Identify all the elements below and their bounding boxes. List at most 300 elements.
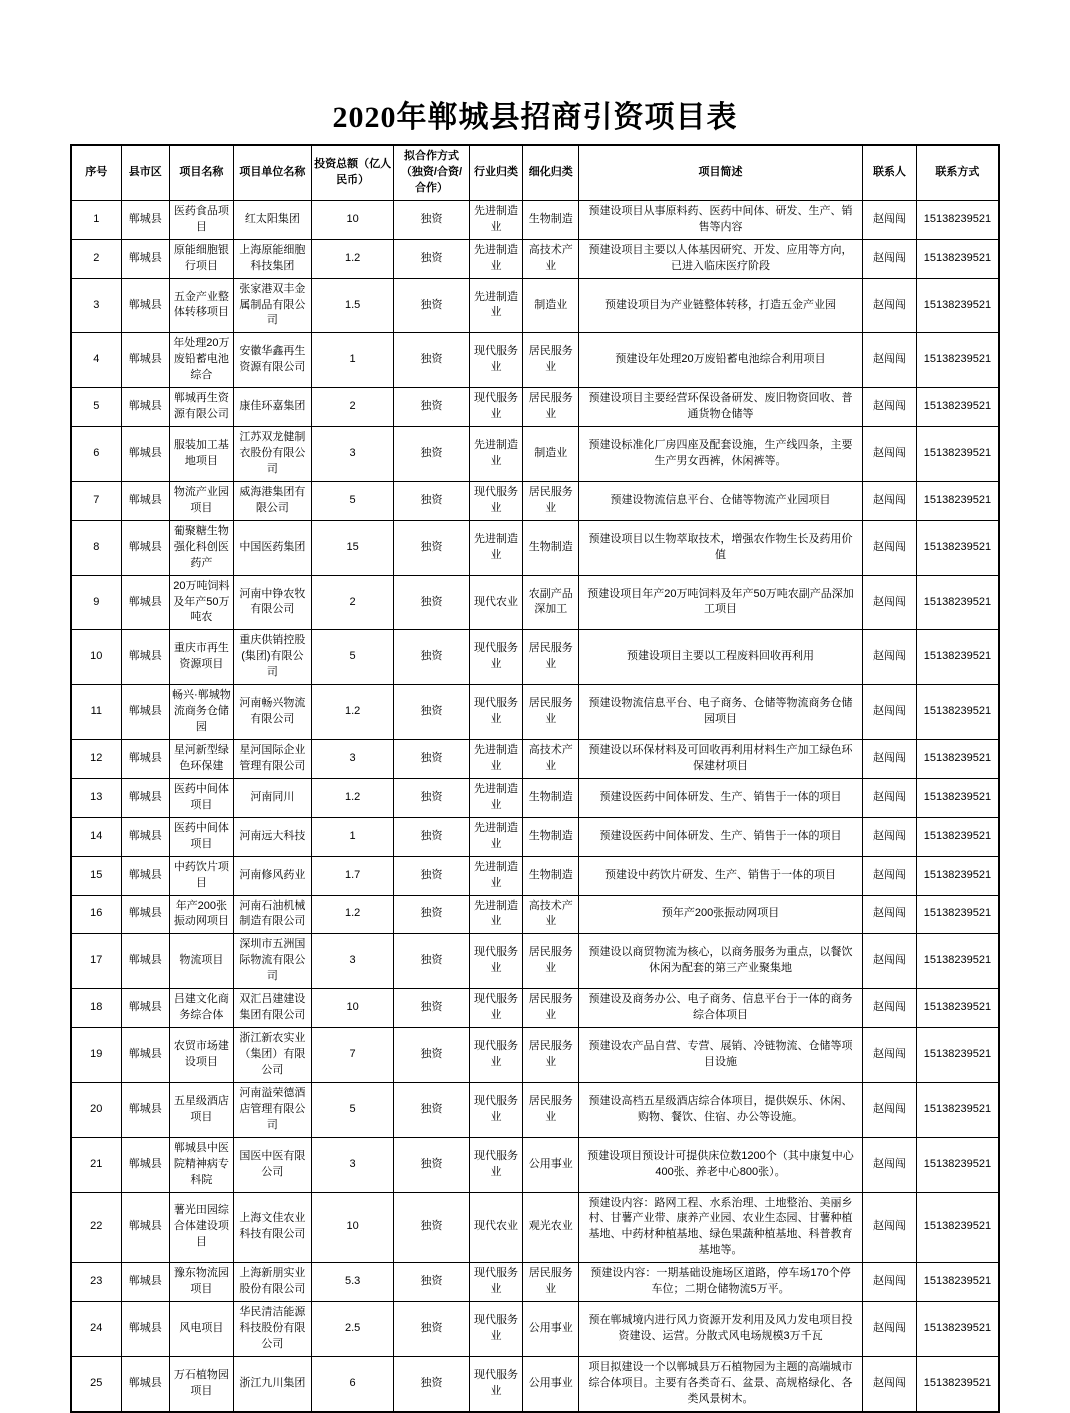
table-row bbox=[71, 630, 999, 685]
cell-industry-category: 先进制造业 bbox=[469, 895, 523, 934]
table-row bbox=[71, 1302, 999, 1357]
cell-description: 预建设项目为产业链整体转移，打造五金产业园 bbox=[579, 278, 863, 333]
cell-description: 预建设医药中间体研发、生产、销售于一体的项目 bbox=[579, 817, 863, 856]
cell-company: 河南溢荣德酒店管理有限公司 bbox=[233, 1082, 311, 1137]
column-header-industry-category: 行业归类 bbox=[469, 145, 523, 200]
cell-description: 预建设项目年产20万吨饲料及年产50万吨农副产品深加工项目 bbox=[579, 575, 863, 630]
cell-investment: 1 bbox=[311, 333, 394, 388]
cell-description: 预建设中药饮片研发、生产、销售于一体的项目 bbox=[579, 856, 863, 895]
cell-sub-category: 居民服务业 bbox=[523, 685, 579, 740]
cell-index: 7 bbox=[71, 481, 121, 520]
cell-industry-category: 现代服务业 bbox=[469, 989, 523, 1028]
cell-industry-category: 先进制造业 bbox=[469, 200, 523, 239]
cell-phone: 15138239521 bbox=[916, 427, 999, 482]
cell-sub-category: 居民服务业 bbox=[523, 333, 579, 388]
cell-index: 22 bbox=[71, 1192, 121, 1263]
cell-investment: 10 bbox=[311, 989, 394, 1028]
cell-description: 预建设物流信息平台、电子商务、仓储等物流商务仓储园项目 bbox=[579, 685, 863, 740]
table-row bbox=[71, 481, 999, 520]
table-header-row bbox=[71, 145, 999, 200]
column-header-project-name: 项目名称 bbox=[169, 145, 233, 200]
column-header-index: 序号 bbox=[71, 145, 121, 200]
cell-description: 预建设项目主要以工程废料回收再利用 bbox=[579, 630, 863, 685]
table-row bbox=[71, 1082, 999, 1137]
cell-phone: 15138239521 bbox=[916, 200, 999, 239]
cell-sub-category: 公用事业 bbox=[523, 1137, 579, 1192]
cell-county: 郸城县 bbox=[121, 817, 169, 856]
cell-industry-category: 现代服务业 bbox=[469, 1263, 523, 1302]
cell-phone: 15138239521 bbox=[916, 1028, 999, 1083]
table-row bbox=[71, 520, 999, 575]
cell-project-name: 万石植物园项目 bbox=[169, 1356, 233, 1411]
cell-investment: 5 bbox=[311, 481, 394, 520]
cell-project-name: 农贸市场建设项目 bbox=[169, 1028, 233, 1083]
table-row bbox=[71, 388, 999, 427]
cell-county: 郸城县 bbox=[121, 200, 169, 239]
table-row bbox=[71, 1263, 999, 1302]
cell-project-name: 原能细胞银行项目 bbox=[169, 239, 233, 278]
cell-investment: 6 bbox=[311, 1356, 394, 1411]
cell-sub-category: 居民服务业 bbox=[523, 388, 579, 427]
cell-investment: 1.2 bbox=[311, 239, 394, 278]
cell-index: 17 bbox=[71, 934, 121, 989]
cell-contact-person: 赵闯闯 bbox=[863, 1192, 917, 1263]
cell-investment: 2 bbox=[311, 388, 394, 427]
cell-contact-person: 赵闯闯 bbox=[863, 934, 917, 989]
cell-company: 星河国际企业管理有限公司 bbox=[233, 740, 311, 779]
cell-phone: 15138239521 bbox=[916, 1356, 999, 1411]
cell-project-name: 年产200张振动网项目 bbox=[169, 895, 233, 934]
cell-description: 预建设项目以生物萃取技术，增强农作物生长及药用价值 bbox=[579, 520, 863, 575]
cell-company: 康佳环嘉集团 bbox=[233, 388, 311, 427]
cell-company: 江苏双龙健制衣股份有限公司 bbox=[233, 427, 311, 482]
cell-industry-category: 现代服务业 bbox=[469, 934, 523, 989]
table-row bbox=[71, 1192, 999, 1263]
cell-investment: 5.3 bbox=[311, 1263, 394, 1302]
cell-investment: 10 bbox=[311, 200, 394, 239]
cell-county: 郸城县 bbox=[121, 1192, 169, 1263]
cell-index: 9 bbox=[71, 575, 121, 630]
cell-project-name: 五星级酒店项目 bbox=[169, 1082, 233, 1137]
cell-company: 河南远大科技 bbox=[233, 817, 311, 856]
cell-contact-person: 赵闯闯 bbox=[863, 520, 917, 575]
cell-sub-category: 制造业 bbox=[523, 427, 579, 482]
cell-contact-person: 赵闯闯 bbox=[863, 778, 917, 817]
cell-phone: 15138239521 bbox=[916, 1192, 999, 1263]
cell-investment: 1.5 bbox=[311, 278, 394, 333]
cell-index: 4 bbox=[71, 333, 121, 388]
cell-county: 郸城县 bbox=[121, 1302, 169, 1357]
cell-description: 预建设项目主要以人体基因研究、开发、应用等方向，已进入临床医疗阶段 bbox=[579, 239, 863, 278]
cell-contact-person: 赵闯闯 bbox=[863, 1082, 917, 1137]
cell-cooperation-mode: 独资 bbox=[394, 481, 469, 520]
cell-contact-person: 赵闯闯 bbox=[863, 200, 917, 239]
cell-company: 深圳市五洲国际物流有限公司 bbox=[233, 934, 311, 989]
cell-phone: 15138239521 bbox=[916, 1082, 999, 1137]
table-row bbox=[71, 934, 999, 989]
cell-phone: 15138239521 bbox=[916, 989, 999, 1028]
cell-contact-person: 赵闯闯 bbox=[863, 575, 917, 630]
table-row bbox=[71, 895, 999, 934]
cell-index: 23 bbox=[71, 1263, 121, 1302]
cell-industry-category: 先进制造业 bbox=[469, 278, 523, 333]
cell-contact-person: 赵闯闯 bbox=[863, 989, 917, 1028]
cell-cooperation-mode: 独资 bbox=[394, 934, 469, 989]
cell-project-name: 物流产业园项目 bbox=[169, 481, 233, 520]
cell-phone: 15138239521 bbox=[916, 934, 999, 989]
cell-sub-category: 生物制造 bbox=[523, 520, 579, 575]
cell-company: 河南同川 bbox=[233, 778, 311, 817]
table-row bbox=[71, 989, 999, 1028]
cell-industry-category: 现代服务业 bbox=[469, 388, 523, 427]
cell-project-name: 五金产业整体转移项目 bbox=[169, 278, 233, 333]
cell-county: 郸城县 bbox=[121, 685, 169, 740]
column-header-sub-category: 细化归类 bbox=[523, 145, 579, 200]
table-row bbox=[71, 200, 999, 239]
cell-phone: 15138239521 bbox=[916, 856, 999, 895]
cell-county: 郸城县 bbox=[121, 934, 169, 989]
cell-description: 预建设医药中间体研发、生产、销售于一体的项目 bbox=[579, 778, 863, 817]
cell-phone: 15138239521 bbox=[916, 1263, 999, 1302]
cell-contact-person: 赵闯闯 bbox=[863, 1028, 917, 1083]
cell-sub-category: 高技术产业 bbox=[523, 239, 579, 278]
cell-industry-category: 现代服务业 bbox=[469, 1028, 523, 1083]
cell-project-name: 吕建文化商务综合体 bbox=[169, 989, 233, 1028]
cell-company: 张家港双丰金属制品有限公司 bbox=[233, 278, 311, 333]
cell-contact-person: 赵闯闯 bbox=[863, 740, 917, 779]
cell-cooperation-mode: 独资 bbox=[394, 685, 469, 740]
cell-project-name: 物流项目 bbox=[169, 934, 233, 989]
cell-county: 郸城县 bbox=[121, 575, 169, 630]
cell-county: 郸城县 bbox=[121, 989, 169, 1028]
cell-company: 上海新朋实业股份有限公司 bbox=[233, 1263, 311, 1302]
cell-company: 国医中医有限公司 bbox=[233, 1137, 311, 1192]
cell-cooperation-mode: 独资 bbox=[394, 575, 469, 630]
column-header-phone: 联系方式 bbox=[916, 145, 999, 200]
cell-contact-person: 赵闯闯 bbox=[863, 481, 917, 520]
cell-investment: 10 bbox=[311, 1192, 394, 1263]
cell-company: 河南中铮农牧有限公司 bbox=[233, 575, 311, 630]
table-row bbox=[71, 575, 999, 630]
cell-project-name: 20万吨饲料及年产50万吨农 bbox=[169, 575, 233, 630]
cell-phone: 15138239521 bbox=[916, 333, 999, 388]
cell-project-name: 年处理20万废铅蓄电池综合 bbox=[169, 333, 233, 388]
cell-sub-category: 公用事业 bbox=[523, 1356, 579, 1411]
cell-industry-category: 现代服务业 bbox=[469, 1302, 523, 1357]
cell-county: 郸城县 bbox=[121, 856, 169, 895]
cell-cooperation-mode: 独资 bbox=[394, 989, 469, 1028]
cell-index: 15 bbox=[71, 856, 121, 895]
cell-index: 18 bbox=[71, 989, 121, 1028]
cell-investment: 2.5 bbox=[311, 1302, 394, 1357]
cell-sub-category: 居民服务业 bbox=[523, 934, 579, 989]
cell-contact-person: 赵闯闯 bbox=[863, 895, 917, 934]
cell-investment: 3 bbox=[311, 427, 394, 482]
cell-project-name: 豫东物流园项目 bbox=[169, 1263, 233, 1302]
cell-sub-category: 生物制造 bbox=[523, 200, 579, 239]
cell-index: 2 bbox=[71, 239, 121, 278]
cell-description: 预建设内容：一期基础设施场区道路，停车场170个停车位；二期仓储物流5万平。 bbox=[579, 1263, 863, 1302]
cell-company: 河南石油机械制造有限公司 bbox=[233, 895, 311, 934]
cell-cooperation-mode: 独资 bbox=[394, 239, 469, 278]
cell-company: 华民清洁能源科技股份有限公司 bbox=[233, 1302, 311, 1357]
cell-cooperation-mode: 独资 bbox=[394, 740, 469, 779]
table-row bbox=[71, 856, 999, 895]
cell-cooperation-mode: 独资 bbox=[394, 778, 469, 817]
cell-cooperation-mode: 独资 bbox=[394, 200, 469, 239]
cell-investment: 1.2 bbox=[311, 778, 394, 817]
cell-index: 25 bbox=[71, 1356, 121, 1411]
cell-project-name: 畅兴·郸城物流商务仓储园 bbox=[169, 685, 233, 740]
cell-cooperation-mode: 独资 bbox=[394, 1137, 469, 1192]
cell-company: 威海港集团有限公司 bbox=[233, 481, 311, 520]
cell-project-name: 薯光田园综合体建设项目 bbox=[169, 1192, 233, 1263]
cell-company: 重庆供销控股(集团)有限公司 bbox=[233, 630, 311, 685]
cell-county: 郸城县 bbox=[121, 1356, 169, 1411]
cell-description: 预建设内容：路网工程、水系治理、土地整治、美丽乡村、甘薯产业带、康养产业园、农业生态园、甘薯种植基地、中药材种植基地、绿色果蔬种植基地、科普教育基地等。 bbox=[579, 1192, 863, 1263]
table-row bbox=[71, 817, 999, 856]
cell-phone: 15138239521 bbox=[916, 575, 999, 630]
cell-cooperation-mode: 独资 bbox=[394, 895, 469, 934]
cell-company: 上海原能细胞科技集团 bbox=[233, 239, 311, 278]
cell-investment: 1 bbox=[311, 817, 394, 856]
cell-industry-category: 现代服务业 bbox=[469, 1356, 523, 1411]
cell-project-name: 医药中间体项目 bbox=[169, 817, 233, 856]
cell-sub-category: 居民服务业 bbox=[523, 1028, 579, 1083]
cell-contact-person: 赵闯闯 bbox=[863, 817, 917, 856]
cell-cooperation-mode: 独资 bbox=[394, 333, 469, 388]
cell-phone: 15138239521 bbox=[916, 740, 999, 779]
cell-index: 5 bbox=[71, 388, 121, 427]
cell-index: 3 bbox=[71, 278, 121, 333]
cell-industry-category: 现代服务业 bbox=[469, 333, 523, 388]
cell-contact-person: 赵闯闯 bbox=[863, 427, 917, 482]
cell-sub-category: 生物制造 bbox=[523, 856, 579, 895]
cell-company: 中国医药集团 bbox=[233, 520, 311, 575]
cell-county: 郸城县 bbox=[121, 520, 169, 575]
cell-sub-category: 生物制造 bbox=[523, 778, 579, 817]
column-header-description: 项目简述 bbox=[579, 145, 863, 200]
cell-industry-category: 现代农业 bbox=[469, 1192, 523, 1263]
cell-sub-category: 公用事业 bbox=[523, 1302, 579, 1357]
cell-phone: 15138239521 bbox=[916, 630, 999, 685]
cell-county: 郸城县 bbox=[121, 481, 169, 520]
column-header-investment: 投资总额（亿人民币） bbox=[311, 145, 394, 200]
cell-county: 郸城县 bbox=[121, 740, 169, 779]
cell-company: 红太阳集团 bbox=[233, 200, 311, 239]
cell-phone: 15138239521 bbox=[916, 520, 999, 575]
cell-industry-category: 现代服务业 bbox=[469, 481, 523, 520]
cell-contact-person: 赵闯闯 bbox=[863, 1356, 917, 1411]
cell-phone: 15138239521 bbox=[916, 481, 999, 520]
cell-cooperation-mode: 独资 bbox=[394, 388, 469, 427]
investment-projects-table bbox=[70, 144, 1000, 1413]
cell-investment: 2 bbox=[311, 575, 394, 630]
cell-contact-person: 赵闯闯 bbox=[863, 630, 917, 685]
cell-description: 预建设农产品自营、专营、展销、冷链物流、仓储等项目设施 bbox=[579, 1028, 863, 1083]
table-row bbox=[71, 1356, 999, 1411]
table-row bbox=[71, 778, 999, 817]
cell-phone: 15138239521 bbox=[916, 278, 999, 333]
cell-index: 16 bbox=[71, 895, 121, 934]
cell-industry-category: 先进制造业 bbox=[469, 520, 523, 575]
table-row bbox=[71, 685, 999, 740]
cell-project-name: 中药饮片项目 bbox=[169, 856, 233, 895]
cell-county: 郸城县 bbox=[121, 1263, 169, 1302]
cell-contact-person: 赵闯闯 bbox=[863, 1263, 917, 1302]
cell-county: 郸城县 bbox=[121, 278, 169, 333]
cell-project-name: 郸城再生资源有限公司 bbox=[169, 388, 233, 427]
cell-industry-category: 现代服务业 bbox=[469, 685, 523, 740]
table-row bbox=[71, 333, 999, 388]
cell-county: 郸城县 bbox=[121, 388, 169, 427]
cell-cooperation-mode: 独资 bbox=[394, 520, 469, 575]
cell-project-name: 葡聚糖生物强化科创医药产 bbox=[169, 520, 233, 575]
cell-description: 预建设及商务办公、电子商务、信息平台于一体的商务综合体项目 bbox=[579, 989, 863, 1028]
cell-phone: 15138239521 bbox=[916, 817, 999, 856]
cell-county: 郸城县 bbox=[121, 1028, 169, 1083]
table-body bbox=[71, 200, 999, 1411]
column-header-company: 项目单位名称 bbox=[233, 145, 311, 200]
cell-industry-category: 先进制造业 bbox=[469, 817, 523, 856]
cell-index: 19 bbox=[71, 1028, 121, 1083]
cell-description: 预建设以商贸物流为核心，以商务服务为重点，以餐饮休闲为配套的第三产业聚集地 bbox=[579, 934, 863, 989]
cell-company: 双汇吕建建设集团有限公司 bbox=[233, 989, 311, 1028]
cell-sub-category: 观光农业 bbox=[523, 1192, 579, 1263]
cell-index: 8 bbox=[71, 520, 121, 575]
cell-industry-category: 现代农业 bbox=[469, 575, 523, 630]
cell-phone: 15138239521 bbox=[916, 1137, 999, 1192]
cell-cooperation-mode: 独资 bbox=[394, 1356, 469, 1411]
cell-index: 21 bbox=[71, 1137, 121, 1192]
table-row bbox=[71, 740, 999, 779]
cell-county: 郸城县 bbox=[121, 333, 169, 388]
table-row bbox=[71, 1028, 999, 1083]
cell-industry-category: 先进制造业 bbox=[469, 856, 523, 895]
cell-county: 郸城县 bbox=[121, 630, 169, 685]
cell-project-name: 重庆市再生资源项目 bbox=[169, 630, 233, 685]
cell-project-name: 医药食品项目 bbox=[169, 200, 233, 239]
cell-company: 安徽华鑫再生资源有限公司 bbox=[233, 333, 311, 388]
cell-sub-category: 居民服务业 bbox=[523, 481, 579, 520]
cell-company: 浙江新农实业（集团）有限公司 bbox=[233, 1028, 311, 1083]
cell-description: 预建设年处理20万废铅蓄电池综合利用项目 bbox=[579, 333, 863, 388]
cell-investment: 3 bbox=[311, 934, 394, 989]
cell-company: 浙江九川集团 bbox=[233, 1356, 311, 1411]
cell-sub-category: 制造业 bbox=[523, 278, 579, 333]
cell-investment: 1.2 bbox=[311, 895, 394, 934]
cell-industry-category: 先进制造业 bbox=[469, 740, 523, 779]
cell-investment: 5 bbox=[311, 1082, 394, 1137]
cell-county: 郸城县 bbox=[121, 1082, 169, 1137]
cell-phone: 15138239521 bbox=[916, 895, 999, 934]
cell-industry-category: 现代服务业 bbox=[469, 1082, 523, 1137]
cell-investment: 5 bbox=[311, 630, 394, 685]
cell-cooperation-mode: 独资 bbox=[394, 278, 469, 333]
cell-index: 24 bbox=[71, 1302, 121, 1357]
cell-project-name: 服装加工基地项目 bbox=[169, 427, 233, 482]
cell-industry-category: 现代服务业 bbox=[469, 1137, 523, 1192]
cell-investment: 3 bbox=[311, 740, 394, 779]
cell-index: 10 bbox=[71, 630, 121, 685]
page-title: 2020年郸城县招商引资项目表 bbox=[332, 101, 738, 134]
column-header-county: 县市区 bbox=[121, 145, 169, 200]
cell-contact-person: 赵闯闯 bbox=[863, 333, 917, 388]
cell-phone: 15138239521 bbox=[916, 685, 999, 740]
cell-cooperation-mode: 独资 bbox=[394, 1082, 469, 1137]
cell-index: 20 bbox=[71, 1082, 121, 1137]
cell-sub-category: 高技术产业 bbox=[523, 895, 579, 934]
cell-county: 郸城县 bbox=[121, 239, 169, 278]
cell-sub-category: 生物制造 bbox=[523, 817, 579, 856]
cell-cooperation-mode: 独资 bbox=[394, 1263, 469, 1302]
cell-index: 14 bbox=[71, 817, 121, 856]
cell-description: 预建设项目主要经营环保设备研发、废旧物资回收、普通货物仓储等 bbox=[579, 388, 863, 427]
cell-cooperation-mode: 独资 bbox=[394, 817, 469, 856]
table-row bbox=[71, 1137, 999, 1192]
cell-county: 郸城县 bbox=[121, 895, 169, 934]
cell-cooperation-mode: 独资 bbox=[394, 1028, 469, 1083]
cell-phone: 15138239521 bbox=[916, 1302, 999, 1357]
cell-description: 预建设物流信息平台、仓储等物流产业园项目 bbox=[579, 481, 863, 520]
cell-sub-category: 农副产品深加工 bbox=[523, 575, 579, 630]
cell-description: 预建设项目从事原料药、医药中间体、研发、生产、销售等内容 bbox=[579, 200, 863, 239]
cell-company: 上海文佳农业科技有限公司 bbox=[233, 1192, 311, 1263]
cell-description: 预在郸城境内进行风力资源开发利用及风力发电项目投资建设、运营。分散式风电场规模3万千瓦 bbox=[579, 1302, 863, 1357]
cell-company: 河南畅兴物流有限公司 bbox=[233, 685, 311, 740]
cell-index: 1 bbox=[71, 200, 121, 239]
cell-description: 预建设高档五星级酒店综合体项目，提供娱乐、休闲、购物、餐饮、住宿、办公等设施。 bbox=[579, 1082, 863, 1137]
cell-phone: 15138239521 bbox=[916, 239, 999, 278]
cell-contact-person: 赵闯闯 bbox=[863, 239, 917, 278]
cell-sub-category: 居民服务业 bbox=[523, 989, 579, 1028]
cell-project-name: 郸城县中医院精神病专科院 bbox=[169, 1137, 233, 1192]
cell-contact-person: 赵闯闯 bbox=[863, 856, 917, 895]
cell-description: 项目拟建设一个以郸城县万石植物园为主题的高端城市综合体项目。主要有各类奇石、盆景、高规格绿化、各类风景树木。 bbox=[579, 1356, 863, 1411]
table-row bbox=[71, 427, 999, 482]
cell-index: 13 bbox=[71, 778, 121, 817]
cell-county: 郸城县 bbox=[121, 427, 169, 482]
cell-contact-person: 赵闯闯 bbox=[863, 1302, 917, 1357]
cell-county: 郸城县 bbox=[121, 1137, 169, 1192]
cell-index: 12 bbox=[71, 740, 121, 779]
cell-phone: 15138239521 bbox=[916, 388, 999, 427]
cell-company: 河南修风药业 bbox=[233, 856, 311, 895]
cell-index: 11 bbox=[71, 685, 121, 740]
cell-description: 预建设以环保材料及可回收再利用材料生产加工绿色环保建材项目 bbox=[579, 740, 863, 779]
cell-county: 郸城县 bbox=[121, 778, 169, 817]
cell-investment: 1.7 bbox=[311, 856, 394, 895]
column-header-contact-person: 联系人 bbox=[863, 145, 917, 200]
cell-project-name: 星河新型绿色环保建 bbox=[169, 740, 233, 779]
cell-description: 预建设标准化厂房四座及配套设施，生产线四条，主要生产男女西裤，休闲裤等。 bbox=[579, 427, 863, 482]
cell-description: 预年产200张振动网项目 bbox=[579, 895, 863, 934]
cell-contact-person: 赵闯闯 bbox=[863, 278, 917, 333]
cell-investment: 15 bbox=[311, 520, 394, 575]
cell-project-name: 风电项目 bbox=[169, 1302, 233, 1357]
cell-sub-category: 高技术产业 bbox=[523, 740, 579, 779]
cell-project-name: 医药中间体项目 bbox=[169, 778, 233, 817]
table-row bbox=[71, 239, 999, 278]
cell-contact-person: 赵闯闯 bbox=[863, 388, 917, 427]
cell-sub-category: 居民服务业 bbox=[523, 1082, 579, 1137]
cell-cooperation-mode: 独资 bbox=[394, 630, 469, 685]
cell-description: 预建设项目预设计可提供床位数1200个（其中康复中心400张、养老中心800张）。 bbox=[579, 1137, 863, 1192]
cell-investment: 3 bbox=[311, 1137, 394, 1192]
cell-investment: 1.2 bbox=[311, 685, 394, 740]
cell-cooperation-mode: 独资 bbox=[394, 856, 469, 895]
cell-sub-category: 居民服务业 bbox=[523, 1263, 579, 1302]
